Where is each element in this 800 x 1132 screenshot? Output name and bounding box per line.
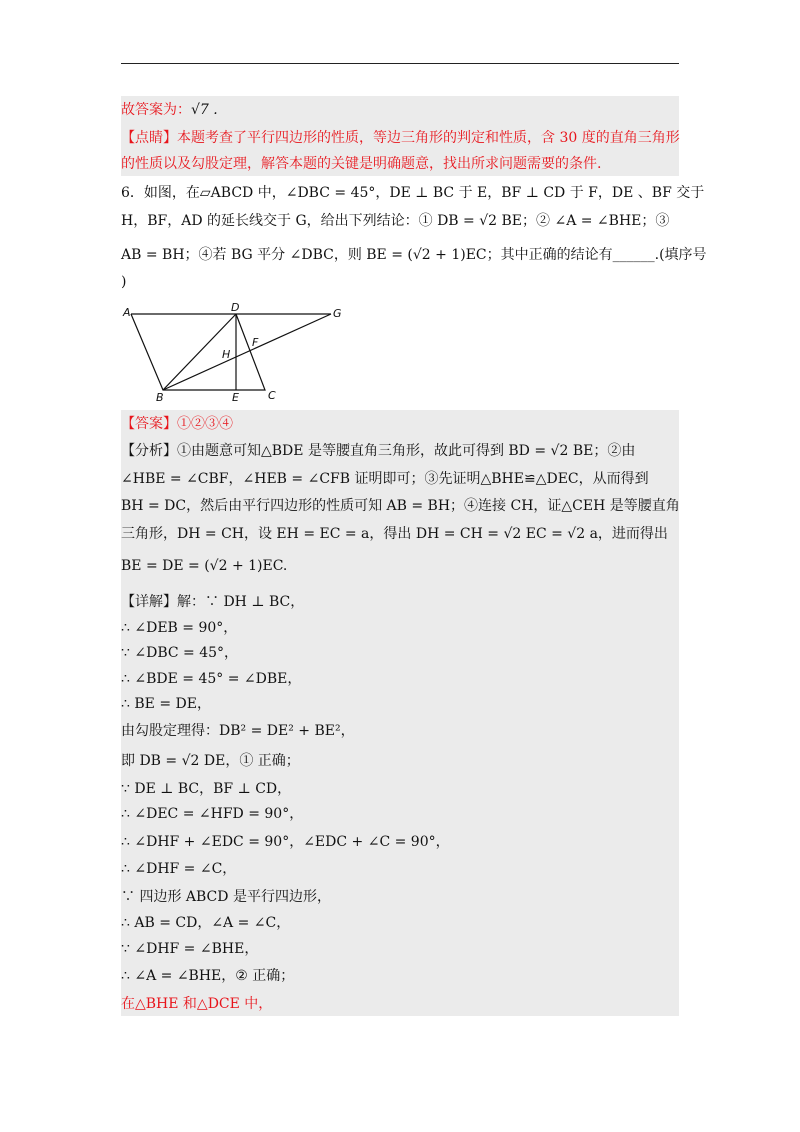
- segment-bg: [163, 314, 331, 390]
- solution-line-16: 在△BHE 和△DCE 中，: [121, 996, 273, 1012]
- comment-line-2: 的性质以及勾股定理，解答本题的关键是明确题意，找出所求问题需要的条件.: [121, 156, 602, 172]
- label-c: C: [268, 389, 276, 402]
- solution-line-4: ∴ ∠BDE = 45° = ∠DBE，: [121, 671, 302, 687]
- label-g: G: [333, 307, 342, 320]
- label-f: F: [252, 336, 259, 349]
- label-b: B: [156, 391, 164, 402]
- solution-line-12: ∵ 四边形 ABCD 是平行四边形，: [121, 889, 331, 905]
- solution-line-13: ∴ AB = CD，∠A = ∠C，: [121, 915, 291, 931]
- label-e: E: [232, 391, 239, 402]
- solution-line-10: ∴ ∠DHF + ∠EDC = 90°，∠EDC + ∠C = 90°，: [121, 834, 450, 850]
- comment-line-1: 【点睛】本题考查了平行四边形的性质，等边三角形的判定和性质，含 30 度的直角三角形: [121, 130, 680, 146]
- question-line-1: 6．如图，在▱ABCD 中，∠DBC = 45°，DE ⊥ BC 于 E，BF ⊥ CD 于 F，DE 、BF 交于: [121, 185, 705, 201]
- solution-line-7: 即 DB = √2 DE，① 正确；: [121, 753, 300, 769]
- analysis-line-4: 三角形，DH = CH，设 EH = EC = a，得出 DH = CH = √2 EC = √2 a，进而得出: [121, 526, 668, 542]
- question-line-3: AB = BH；④若 BG 平分 ∠DBC，则 BE = (√2 + 1)EC；其中正确的结论有______.(填序号: [121, 247, 707, 263]
- answer-line: 【答案】①②③④: [121, 416, 233, 432]
- label-a: A: [123, 306, 131, 319]
- label-h: H: [222, 348, 231, 361]
- solution-line-9: ∴ ∠DEC = ∠HFD = 90°，: [121, 806, 304, 822]
- analysis-line-5: BE = DE = (√2 + 1)EC.: [121, 558, 288, 574]
- header-rule: [121, 63, 679, 64]
- label-d: D: [231, 302, 240, 314]
- solution-line-6: 由勾股定理得：DB² = DE² + BE²，: [121, 723, 355, 739]
- analysis-line-3: BH = DC，然后由平行四边形的性质可知 AB = BH；④连接 CH，证△CEH 是等腰直角: [121, 498, 680, 514]
- answer-value: √7 .: [191, 102, 218, 118]
- solution-line-15: ∴ ∠A = ∠BHE，② 正确；: [121, 968, 295, 984]
- solution-line-2: ∴ ∠DEB = 90°，: [121, 620, 238, 636]
- question-line-4: ): [121, 274, 127, 290]
- solution-line-5: ∴ BE = DE，: [121, 696, 211, 712]
- solution-line-8: ∵ DE ⊥ BC，BF ⊥ CD，: [121, 781, 292, 797]
- answer-label: 故答案为：: [121, 102, 191, 118]
- question-line-2: H，BF，AD 的延长线交于 G，给出下列结论：① DB = √2 BE；② ∠A = ∠BHE；③: [121, 213, 670, 229]
- analysis-line-2: ∠HBE = ∠CBF，∠HEB = ∠CFB 证明即可；③先证明△BHE≌△DEC，从而得到: [121, 471, 649, 487]
- solution-line-1: 【详解】解：∵ DH ⊥ BC，: [121, 594, 305, 610]
- solution-line-3: ∵ ∠DBC = 45°，: [121, 645, 239, 661]
- prev-answer-line: [121, 100, 218, 120]
- parallelogram-abcd: [131, 314, 265, 390]
- parallelogram-figure: [121, 302, 351, 402]
- solution-line-14: ∵ ∠DHF = ∠BHE，: [121, 941, 259, 957]
- analysis-line-1: 【分析】①由题意可知△BDE 是等腰直角三角形，故此可得到 BD = √2 BE；②由: [121, 443, 636, 459]
- solution-line-11: ∴ ∠DHF = ∠C，: [121, 861, 237, 877]
